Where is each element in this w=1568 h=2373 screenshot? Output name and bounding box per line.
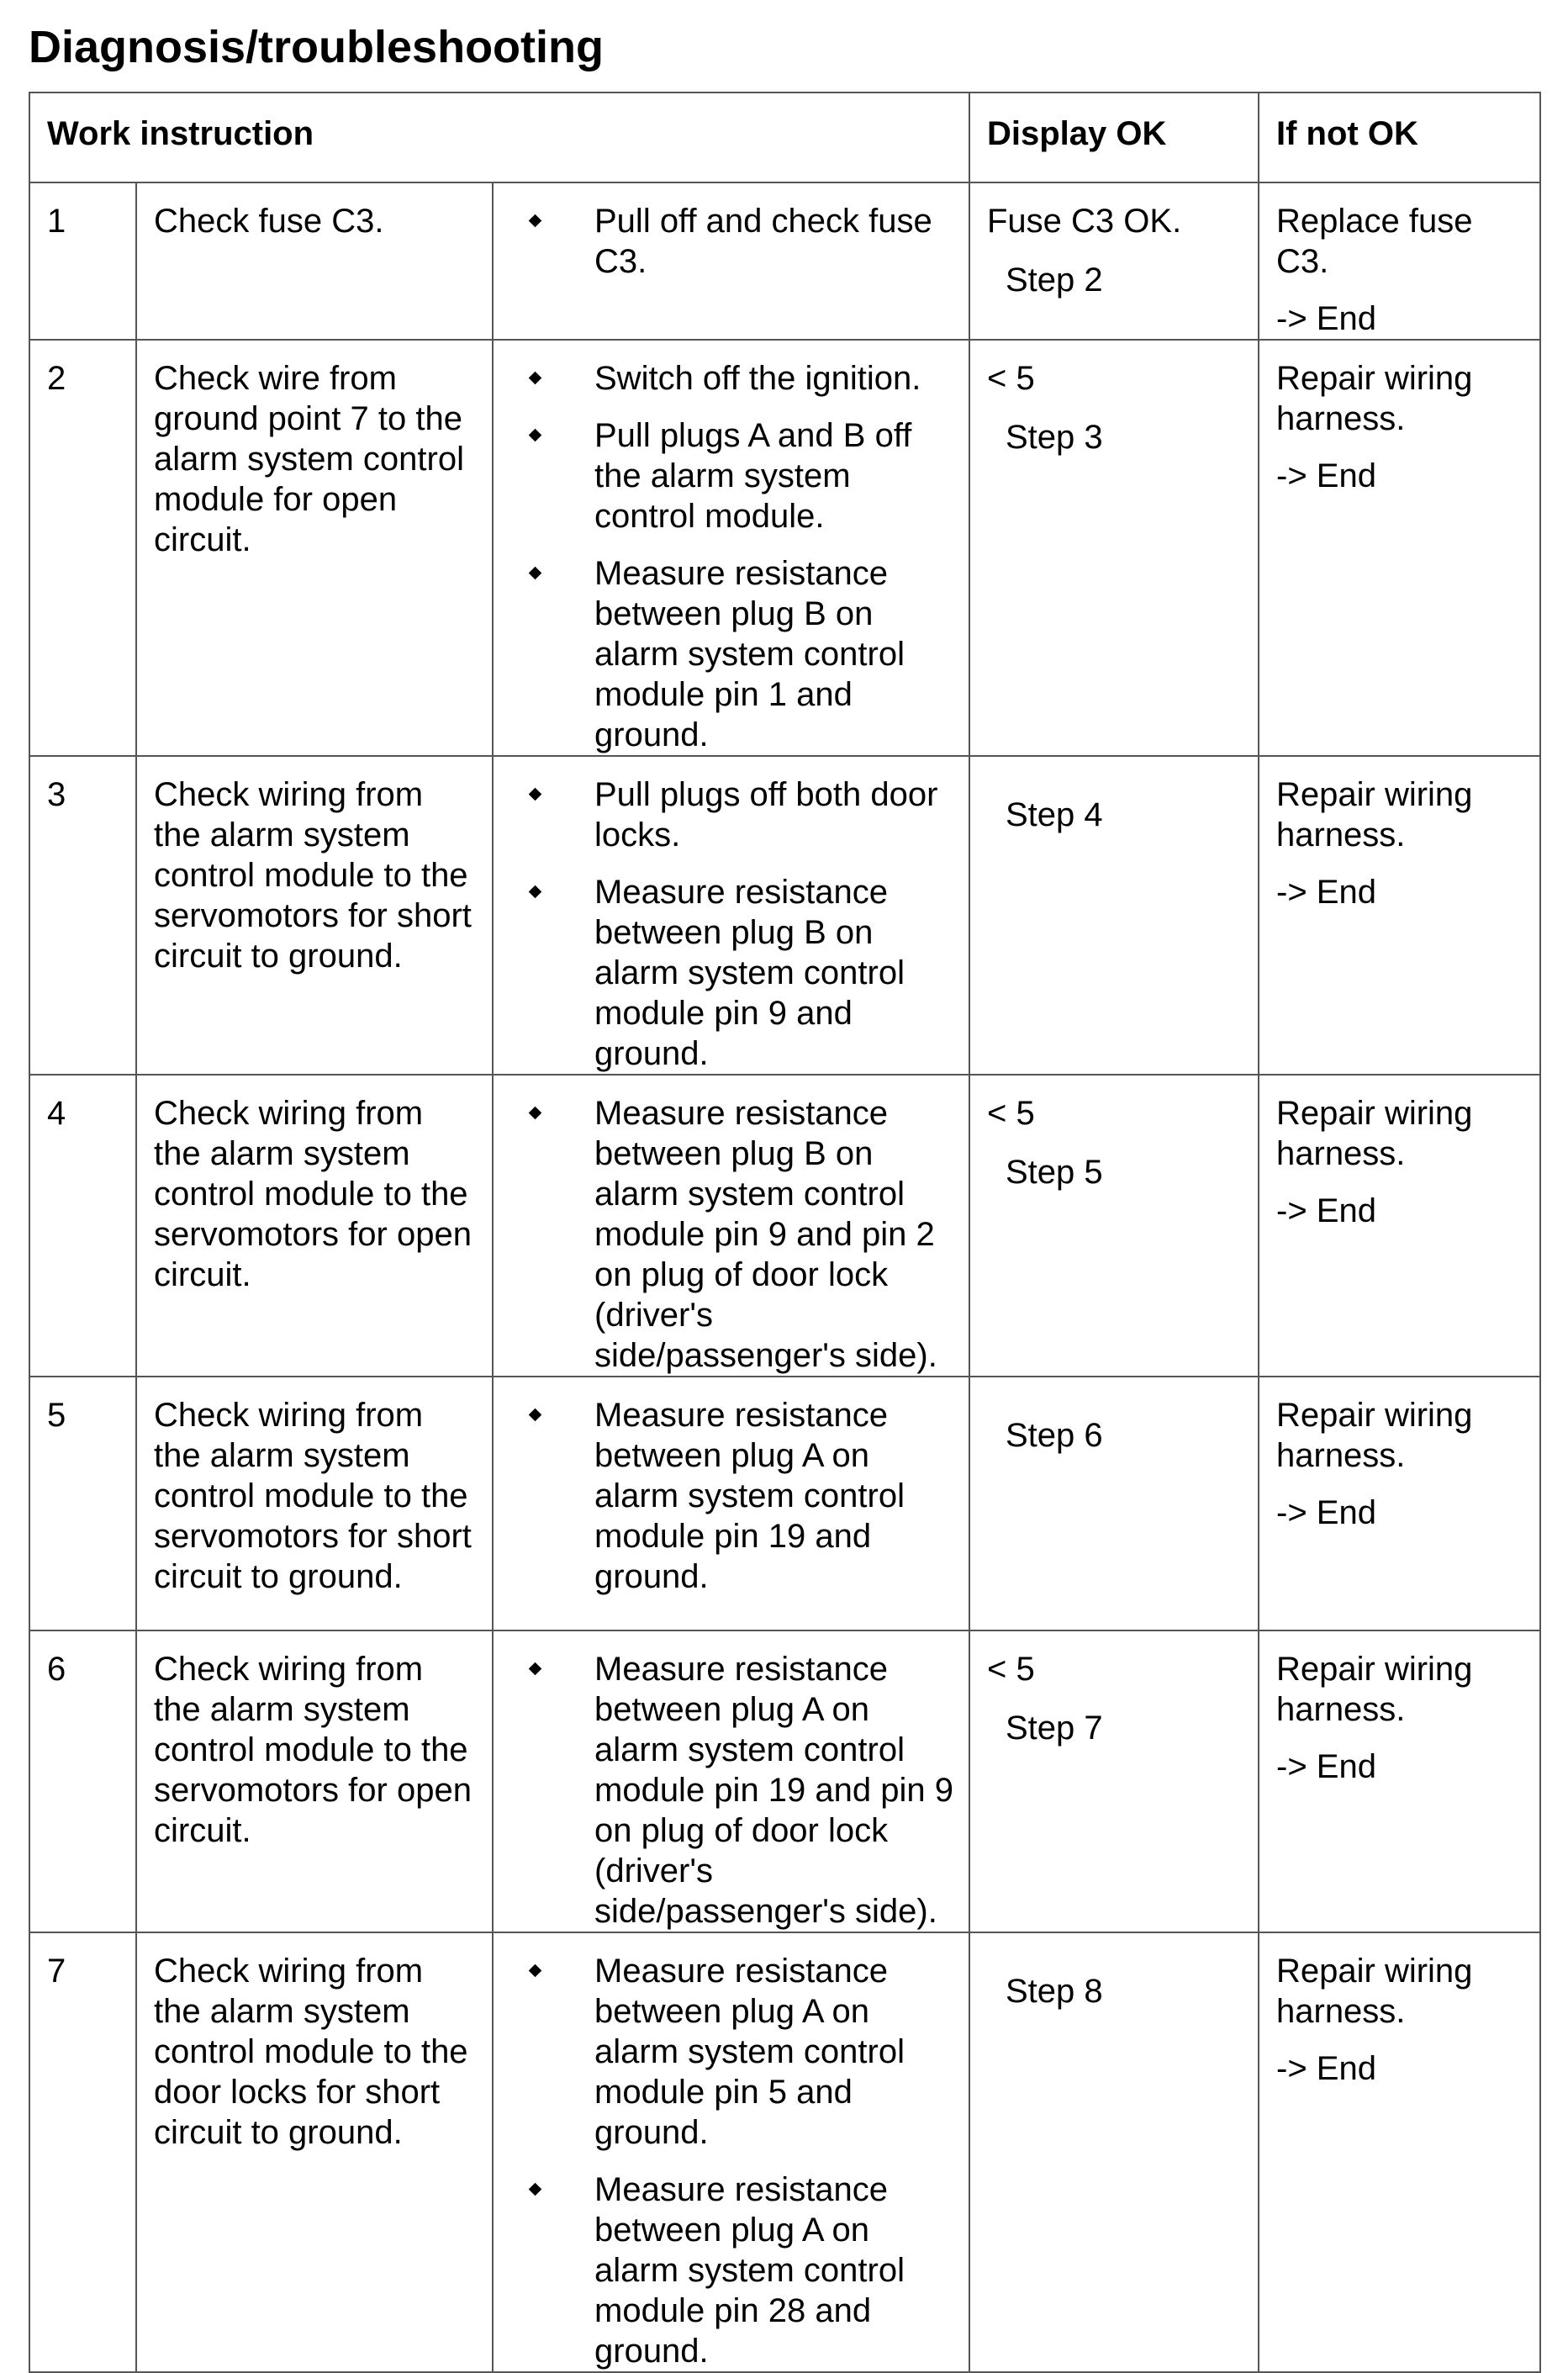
table-row — [29, 1932, 1540, 2372]
ok-value: < 5 — [987, 360, 1035, 397]
header-if-not-ok: If not OK — [1259, 92, 1540, 182]
not-ok-end: -> End — [1276, 1748, 1376, 1785]
ok-value: < 5 — [987, 1651, 1035, 1688]
action-text: Measure resistance between plug A on alarm system control module pin 19 and pin 9 on plug of door lock (driver's side/passenger's side). — [594, 1651, 953, 1930]
step-instruction: Check wire from ground point 7 to the alarm system control module for open circuit. — [136, 340, 493, 756]
action-text: Measure resistance between plug B on alarm system control module pin 1 and ground. — [594, 555, 905, 753]
step-actions — [493, 1630, 969, 1932]
table-row — [29, 340, 1540, 756]
display-ok-cell — [969, 340, 1259, 756]
ok-value: Fuse C3 OK. — [987, 203, 1182, 240]
not-ok-end: -> End — [1276, 2050, 1376, 2087]
step-actions — [493, 1932, 969, 2372]
action-list — [510, 201, 958, 282]
action-text: Pull off and check fuse C3. — [594, 203, 932, 280]
step-actions — [493, 340, 969, 756]
not-ok-action: Repair wiring harness. — [1276, 1953, 1473, 2030]
if-not-ok-cell — [1259, 1630, 1540, 1932]
ok-next-step: Step 2 — [1006, 262, 1103, 299]
not-ok-end: -> End — [1276, 1192, 1376, 1229]
diamond-bullet-icon — [529, 788, 542, 801]
ok-value: < 5 — [987, 1095, 1035, 1132]
troubleshooting-table — [29, 92, 1541, 2373]
diamond-bullet-icon — [529, 1964, 542, 1978]
diamond-bullet-icon — [529, 885, 542, 899]
not-ok-end: -> End — [1276, 1494, 1376, 1531]
if-not-ok-cell — [1259, 756, 1540, 1075]
ok-next-step: Step 7 — [1006, 1710, 1103, 1747]
action-list — [510, 358, 958, 755]
action-text: Measure resistance between plug B on alarm system control module pin 9 and pin 2 on plug of door lock (driver's side/passenger's side). — [594, 1095, 937, 1374]
action-item — [510, 2170, 958, 2371]
ok-next-step: Step 8 — [1006, 1973, 1103, 2010]
if-not-ok-cell — [1259, 1932, 1540, 2372]
table-row — [29, 1630, 1540, 1932]
step-number: 1 — [29, 182, 136, 340]
step-instruction: Check wiring from the alarm system control module to the door locks for short circuit to ground. — [136, 1932, 493, 2372]
step-number: 6 — [29, 1630, 136, 1932]
if-not-ok-cell — [1259, 1377, 1540, 1630]
table-row — [29, 1075, 1540, 1377]
table-header-row — [29, 92, 1540, 182]
not-ok-action: Repair wiring harness. — [1276, 1397, 1473, 1474]
action-text: Pull plugs A and B off the alarm system control module. — [594, 417, 912, 535]
step-number: 3 — [29, 756, 136, 1075]
not-ok-end: -> End — [1276, 457, 1376, 494]
diamond-bullet-icon — [529, 1662, 542, 1676]
page-title: Diagnosis/troubleshooting — [29, 22, 604, 72]
diamond-bullet-icon — [529, 372, 542, 385]
not-ok-action: Repair wiring harness. — [1276, 1095, 1473, 1172]
step-number: 4 — [29, 1075, 136, 1377]
action-text: Measure resistance between plug A on alarm system control module pin 5 and ground. — [594, 1953, 905, 2151]
display-ok-cell — [969, 182, 1259, 340]
action-item — [510, 1395, 958, 1597]
ok-next-step: Step 6 — [1006, 1417, 1103, 1454]
step-instruction: Check wiring from the alarm system control module to the servomotors for short circuit to ground. — [136, 1377, 493, 1630]
table-body — [29, 182, 1540, 2372]
not-ok-action: Repair wiring harness. — [1276, 360, 1473, 437]
not-ok-end: -> End — [1276, 874, 1376, 911]
step-number: 5 — [29, 1377, 136, 1630]
action-item — [510, 872, 958, 1074]
step-instruction: Check wiring from the alarm system control module to the servomotors for open circuit. — [136, 1630, 493, 1932]
action-list — [510, 1649, 958, 1932]
action-text: Measure resistance between plug A on alarm system control module pin 19 and ground. — [594, 1397, 905, 1595]
display-ok-cell — [969, 1377, 1259, 1630]
if-not-ok-cell — [1259, 182, 1540, 340]
if-not-ok-cell — [1259, 340, 1540, 756]
action-list — [510, 1093, 958, 1376]
step-instruction: Check wiring from the alarm system control module to the servomotors for open circuit. — [136, 1075, 493, 1377]
not-ok-action: Repair wiring harness. — [1276, 776, 1473, 854]
step-number: 2 — [29, 340, 136, 756]
action-text: Measure resistance between plug B on alarm system control module pin 9 and ground. — [594, 874, 905, 1072]
step-actions — [493, 1075, 969, 1377]
step-actions — [493, 182, 969, 340]
ok-next-step: Step 3 — [1006, 419, 1103, 456]
display-ok-cell — [969, 756, 1259, 1075]
action-item — [510, 1093, 958, 1376]
header-display-ok: Display OK — [969, 92, 1259, 182]
ok-next-step: Step 4 — [1006, 796, 1103, 833]
header-work-instruction: Work instruction — [29, 92, 969, 182]
display-ok-cell — [969, 1932, 1259, 2372]
table-row — [29, 756, 1540, 1075]
action-text: Measure resistance between plug A on alarm system control module pin 28 and ground. — [594, 2171, 905, 2370]
action-list — [510, 1395, 958, 1597]
ok-next-step: Step 5 — [1006, 1154, 1103, 1191]
step-instruction: Check fuse C3. — [136, 182, 493, 340]
step-instruction: Check wiring from the alarm system control module to the servomotors for short circuit to ground. — [136, 756, 493, 1075]
action-item — [510, 358, 958, 399]
table-row — [29, 1377, 1540, 1630]
step-actions — [493, 756, 969, 1075]
action-item — [510, 774, 958, 855]
action-item — [510, 415, 958, 536]
diamond-bullet-icon — [529, 214, 542, 228]
action-item — [510, 553, 958, 755]
diamond-bullet-icon — [529, 2183, 542, 2196]
step-actions — [493, 1377, 969, 1630]
not-ok-end: -> End — [1276, 300, 1376, 337]
diamond-bullet-icon — [529, 1408, 542, 1422]
display-ok-cell — [969, 1075, 1259, 1377]
table-row — [29, 182, 1540, 340]
if-not-ok-cell — [1259, 1075, 1540, 1377]
action-item — [510, 1951, 958, 2153]
action-text: Switch off the ignition. — [594, 360, 921, 397]
action-item — [510, 1649, 958, 1932]
action-item — [510, 201, 958, 282]
action-list — [510, 1951, 958, 2371]
diamond-bullet-icon — [529, 567, 542, 580]
step-number: 7 — [29, 1932, 136, 2372]
action-list — [510, 774, 958, 1074]
diamond-bullet-icon — [529, 1107, 542, 1120]
diamond-bullet-icon — [529, 429, 542, 442]
action-text: Pull plugs off both door locks. — [594, 776, 938, 854]
not-ok-action: Replace fuse C3. — [1276, 203, 1473, 280]
display-ok-cell — [969, 1630, 1259, 1932]
not-ok-action: Repair wiring harness. — [1276, 1651, 1473, 1728]
